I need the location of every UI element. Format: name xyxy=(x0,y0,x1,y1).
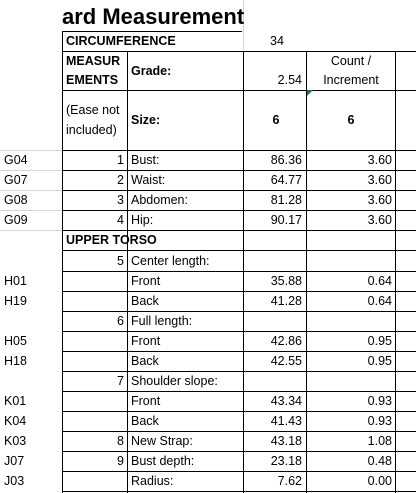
row-increment[interactable]: 3.60 xyxy=(367,153,392,167)
row-increment[interactable]: 0.48 xyxy=(367,454,392,468)
row-code[interactable]: K03 xyxy=(4,434,27,448)
comment-indicator-icon xyxy=(307,90,313,96)
row-name[interactable]: Shoulder slope: xyxy=(131,374,218,388)
row-name[interactable]: Front xyxy=(131,274,161,288)
row-value[interactable]: 43.34 xyxy=(270,394,302,408)
row-number[interactable]: 9 xyxy=(117,454,124,468)
row-code[interactable]: G09 xyxy=(4,213,28,227)
increment-value[interactable]: 6 xyxy=(347,113,355,127)
row-increment[interactable]: 0.95 xyxy=(367,354,392,368)
row-value[interactable]: 42.55 xyxy=(270,354,302,368)
row-name[interactable]: Front xyxy=(131,394,161,408)
sheet-title: ard Measurement xyxy=(62,4,245,29)
row-name[interactable]: Center length: xyxy=(131,254,210,268)
row-value[interactable]: 43.18 xyxy=(270,434,302,448)
row-name[interactable]: Full length: xyxy=(131,314,193,328)
row-number[interactable]: 1 xyxy=(117,153,124,167)
row-increment[interactable]: 1.08 xyxy=(367,434,392,448)
row-code[interactable]: H05 xyxy=(4,334,27,348)
row-number[interactable]: 5 xyxy=(117,254,124,268)
size-value[interactable]: 6 xyxy=(272,113,280,127)
row-increment[interactable]: 3.60 xyxy=(367,213,392,227)
row-value[interactable]: 41.43 xyxy=(270,414,302,428)
row-number[interactable]: 2 xyxy=(117,173,124,187)
row-code[interactable]: H18 xyxy=(4,354,27,368)
ease-label-line1[interactable]: (Ease not xyxy=(66,103,120,117)
row-value[interactable]: 86.36 xyxy=(270,153,302,167)
row-name[interactable]: Waist: xyxy=(131,173,166,187)
row-code[interactable]: J07 xyxy=(4,454,25,468)
row-name[interactable]: Back xyxy=(131,294,159,308)
row-name[interactable]: Radius: xyxy=(131,474,174,488)
row-increment[interactable]: 0.64 xyxy=(367,294,392,308)
row-code[interactable]: K01 xyxy=(4,394,27,408)
row-increment[interactable]: 0.93 xyxy=(367,414,392,428)
row-code[interactable]: G07 xyxy=(4,173,28,187)
row-code[interactable]: G04 xyxy=(4,153,28,167)
row-number[interactable]: 8 xyxy=(117,434,124,448)
row-code[interactable]: J03 xyxy=(4,474,25,488)
grade-label[interactable]: Grade: xyxy=(131,64,172,78)
measurements-label-line1[interactable]: MEASUR xyxy=(66,54,121,68)
circumference-label[interactable]: CIRCUMFERENCE xyxy=(66,34,176,48)
circumference-value[interactable]: 34 xyxy=(270,34,284,48)
row-number[interactable]: 6 xyxy=(117,314,124,328)
row-value[interactable]: 90.17 xyxy=(270,213,302,227)
size-label[interactable]: Size: xyxy=(131,113,161,127)
row-value[interactable]: 42.86 xyxy=(270,334,302,348)
row-name[interactable]: Front xyxy=(131,334,161,348)
row-increment[interactable]: 0.95 xyxy=(367,334,392,348)
grade-value[interactable]: 2.54 xyxy=(277,73,302,87)
row-increment[interactable]: 0.00 xyxy=(367,474,392,488)
row-number[interactable]: 3 xyxy=(117,193,124,207)
row-number[interactable]: 4 xyxy=(117,213,124,227)
row-code[interactable]: H01 xyxy=(4,274,27,288)
row-increment[interactable]: 0.93 xyxy=(367,394,392,408)
row-code[interactable]: K04 xyxy=(4,414,27,428)
section-label-upper-torso[interactable]: UPPER TORSO xyxy=(66,233,157,247)
row-value[interactable]: 64.77 xyxy=(270,173,302,187)
row-code[interactable]: G08 xyxy=(4,193,28,207)
row-name[interactable]: Bust: xyxy=(131,153,160,167)
row-name[interactable]: Bust depth: xyxy=(131,454,195,468)
row-value[interactable]: 7.62 xyxy=(277,474,302,488)
ease-label-line2[interactable]: included) xyxy=(66,123,117,137)
row-increment[interactable]: 3.60 xyxy=(367,173,392,187)
row-name[interactable]: Back xyxy=(131,414,159,428)
row-increment[interactable]: 3.60 xyxy=(367,193,392,207)
row-name[interactable]: Hip: xyxy=(131,213,154,227)
row-value[interactable]: 35.88 xyxy=(270,274,302,288)
row-name[interactable]: New Strap: xyxy=(131,434,193,448)
count-label-line2[interactable]: Increment xyxy=(323,73,379,87)
row-value[interactable]: 23.18 xyxy=(270,454,302,468)
row-value[interactable]: 41.28 xyxy=(270,294,302,308)
row-name[interactable]: Abdomen: xyxy=(131,193,188,207)
row-increment[interactable]: 0.64 xyxy=(367,274,392,288)
row-value[interactable]: 81.28 xyxy=(270,193,302,207)
measurements-label-line2[interactable]: EMENTS xyxy=(66,73,119,87)
row-code[interactable]: H19 xyxy=(4,294,27,308)
count-label-line1[interactable]: Count / xyxy=(330,54,372,68)
row-number[interactable]: 7 xyxy=(117,374,124,388)
row-name[interactable]: Back xyxy=(131,354,159,368)
